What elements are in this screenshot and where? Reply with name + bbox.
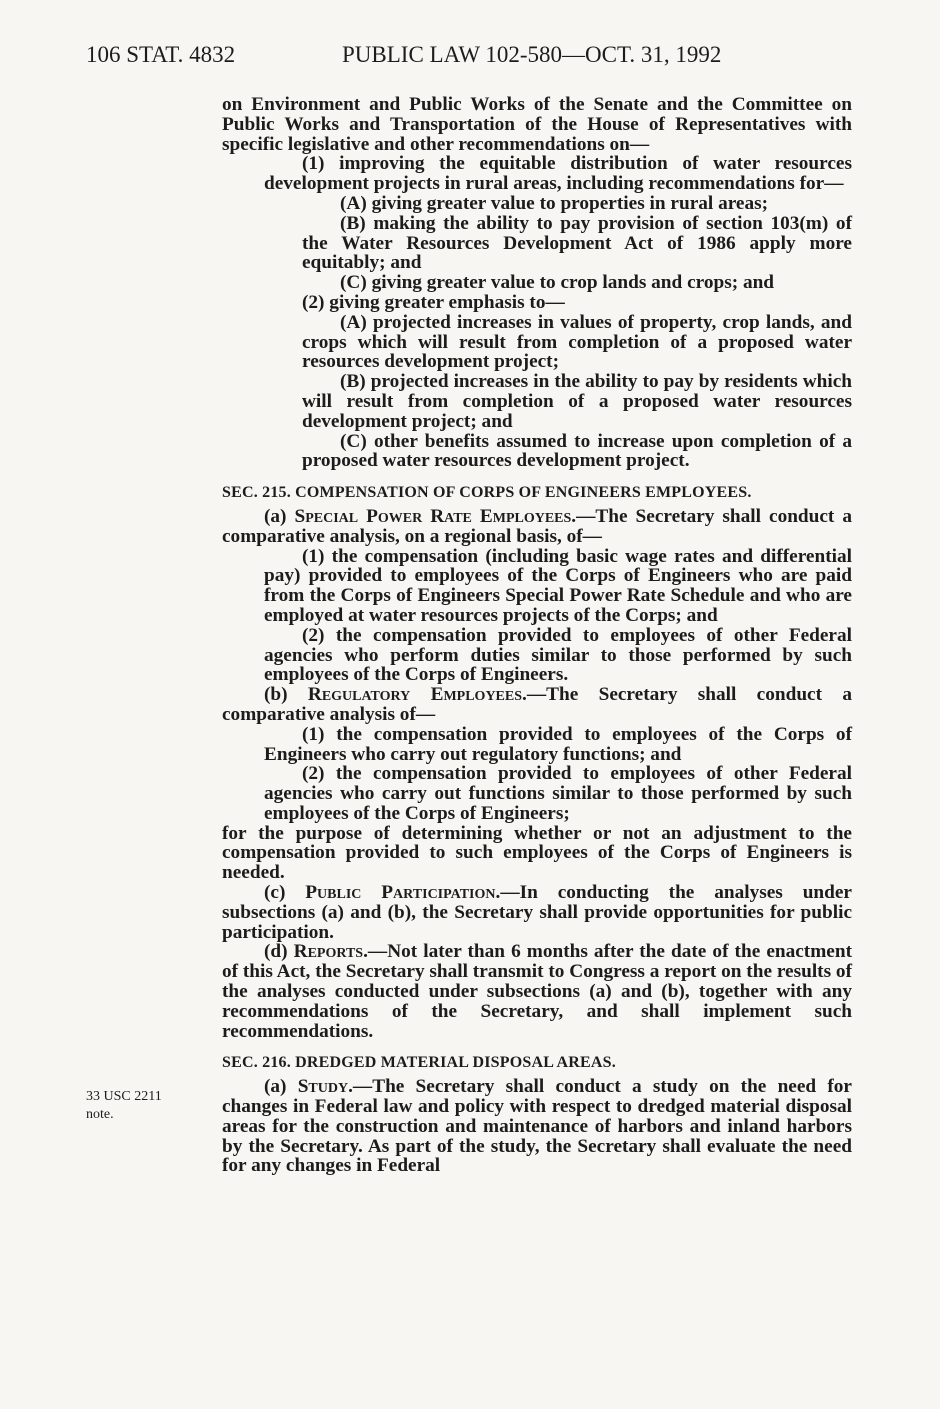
section-216-a-text: —The Secretary shall conduct a study on the need for changes in Federal law and policy with respect to dredged material disposal areas for the construction and maintenance of harbors and inland harbors by the Secretary. As part of the study, the Secretary shall evaluate the need for any changes in Federal — [222, 1076, 852, 1177]
section-215-b-tail: for the purpose of determining whether or not an adjustment to the compensation provided to such employees of the Corps of Engineers is needed. — [222, 822, 852, 884]
subparagraph-2a: (A) projected increases in values of property, crop lands, and crops which will result from completion of a proposed water resources development project; — [302, 311, 852, 373]
public-law-reference: PUBLIC LAW 102-580—OCT. 31, 1992 — [342, 42, 722, 67]
subsection-b-heading: Regulatory Employees. — [307, 684, 527, 706]
statute-body — [222, 95, 852, 1176]
margin-citation-line1: 33 USC 2211 — [86, 1089, 162, 1104]
paragraph-2: (2) giving greater emphasis to— — [302, 291, 565, 313]
subparagraph-1b: (B) making the ability to pay provision of section 103(m) of the Water Resources Development Act of 1986 apply more equitably; and — [302, 212, 852, 274]
section-215-b-2: (2) the compensation provided to employees of other Federal agencies who carry out functions similar to those performed by such employees of the Corps of Engineers; — [264, 763, 852, 824]
subparagraph-1c: (C) giving greater value to crop lands and crops; and — [340, 272, 775, 294]
section-215-heading: SEC. 215. COMPENSATION OF CORPS OF ENGINEERS EMPLOYEES. — [222, 484, 752, 502]
paragraph-1: (1) improving the equitable distribution of water resources development projects in rural areas, including recommendations for— — [264, 153, 852, 195]
section-215-subsection-b: (b) Regulatory Employees.—The Secretary shall conduct a comparative analysis of— — [222, 684, 852, 725]
section-216-subsection-a: (a) Study.—The Secretary shall conduct a study on the need for changes in Federal law and policy with respect to dredged material disposal areas for the construction and maintenance of harbors and inland harbors by the Secretary. As part of the study, the Secretary shall evaluate the need for any changes in Federal — [222, 1076, 852, 1177]
subsection-c-text: —In conducting the analyses under subsections (a) and (b), the Secretary shall provide opportunities for public participation. — [222, 882, 852, 943]
section-215-subsection-d: (d) Reports.—Not later than 6 months after the date of the enactment of this Act, the Secretary shall transmit to Congress a report on the results of the analyses conducted under subsections (a) and (b), together with any recommendations of the Secretary, and shall implement such recommendations. — [222, 941, 852, 1042]
subparagraph-2c: (C) other benefits assumed to increase upon completion of a proposed water resources development project. — [302, 430, 852, 472]
subparagraph-1a: (A) giving greater value to properties in rural areas; — [340, 192, 769, 214]
section-216-a-heading: Study. — [297, 1076, 353, 1098]
subparagraph-2b: (B) projected increases in the ability to pay by residents which will result from completion of a proposed water resources development project; and — [302, 371, 852, 432]
subsection-d-heading: Reports. — [293, 941, 368, 963]
margin-citation-line2: note. — [86, 1107, 114, 1122]
subsection-b-text: —The Secretary shall conduct a comparative analysis of— — [222, 684, 852, 725]
section-215-subsection-c: (c) Public Participation.—In conducting the analyses under subsections (a) and (b), the Secretary shall provide opportunities for public participation. — [222, 882, 852, 943]
section-215-a-2: (2) the compensation provided to employees of other Federal agencies who perform duties similar to those performed by such employees of the Corps of Engineers. — [264, 624, 852, 686]
subsection-d-text: —Not later than 6 months after the date of the enactment of this Act, the Secretary shall transmit to Congress a report on the results of the analyses conducted under subsections (a) and (b), together with any recommendations of the Secretary, and shall implement such recommendations. — [222, 941, 852, 1042]
section-215-b-1: (1) the compensation provided to employees of the Corps of Engineers who carry out regulatory functions; and — [264, 723, 852, 765]
intro-paragraph: on Environment and Public Works of the Senate and the Committee on Public Works and Transportation of the House of Representatives with specific legislative and other recommendations on— — [222, 94, 852, 155]
subsection-a-text: —The Secretary shall conduct a comparative analysis, on a regional basis, of— — [222, 505, 852, 547]
subsection-a-heading: Special Power Rate Employees. — [294, 505, 577, 527]
page-header — [86, 38, 766, 72]
section-215-a-1: (1) the compensation (including basic wage rates and differential pay) provided to employees of the Corps of Engineers who are paid from the Corps of Engineers Special Power Rate Schedule and who are employed at water resources projects of the Corps; and — [264, 545, 852, 626]
stat-reference: 106 STAT. 4832 — [86, 42, 236, 67]
subsection-c-heading: Public Participation. — [305, 882, 501, 904]
section-215-subsection-a: (a) Special Power Rate Employees.—The Secretary shall conduct a comparative analysis, on a regional basis, of— — [222, 505, 852, 547]
section-216-heading: SEC. 216. DREDGED MATERIAL DISPOSAL AREAS. — [222, 1054, 616, 1072]
margin-citation — [86, 1088, 196, 1124]
